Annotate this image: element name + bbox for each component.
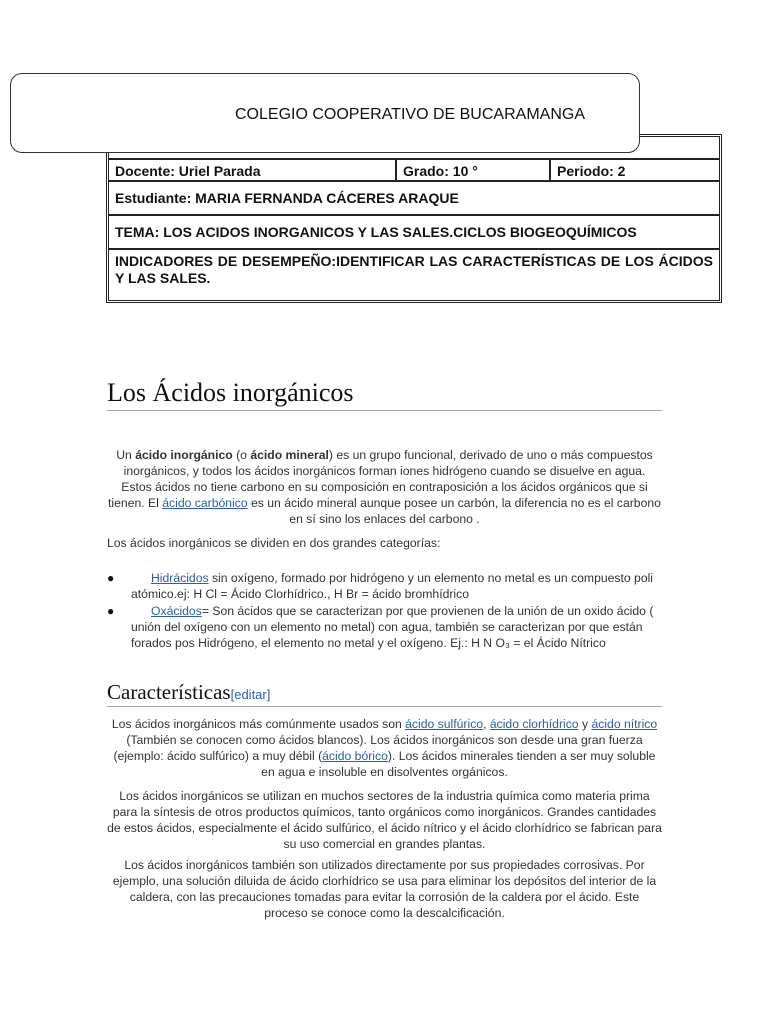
estudiante-text: Estudiante: MARIA FERNANDA CÁCERES ARAQUE xyxy=(115,190,459,206)
categories-intro: Los ácidos inorgánicos se dividen en dos grandes categorías: xyxy=(107,536,441,550)
char1-text-4: (También se conocen como ácidos blancos). Los ácidos inorgánicos son desde una gran fuerza (ejemplo: ácido sulfúrico) a muy débil ( xyxy=(113,733,643,763)
characteristics-paragraph-2: Los ácidos inorgánicos se utilizan en muchos sectores de la industria química como materia prima para la síntesis de otros productos químicos, tanto orgánicos como inorgánicos. Grandes cantidades de estos ácidos, especialmente el ácido sulfúrico, el ácido nítrico y el ácido clorhídrico se fabrican para su uso comercial en grandes plantas. xyxy=(107,789,662,851)
table-row-indicadores xyxy=(109,250,719,300)
intro-text-2: (o xyxy=(232,448,251,462)
intro-text-1: Un xyxy=(116,448,136,462)
table-row-docente xyxy=(109,160,719,182)
link-acido-nitrico[interactable]: ácido nítrico xyxy=(591,717,658,731)
edit-link[interactable]: [editar] xyxy=(230,687,271,702)
table-row-estudiante xyxy=(109,182,719,216)
article-title: Los Ácidos inorgánicos xyxy=(107,378,662,411)
grado-cell: Grado: 10 ° xyxy=(397,160,551,180)
list-item xyxy=(107,570,662,602)
intro-paragraph xyxy=(107,447,662,527)
bullet-text: = Son ácidos que se caracterizan por que provienen de la unión de un oxido ácido ( unión del oxígeno con un elemento no metal) con agua, también se caracterizan por que están forados pos Hidrógeno, el elemento no metal y el oxígeno. Ej.: H N O₃ = el Ácido Nítrico xyxy=(131,604,654,650)
char1-text-1: Los ácidos inorgánicos más comúnmente usados son xyxy=(111,717,406,731)
char1-text-2: , xyxy=(483,717,490,731)
intro-text-4: es un ácido mineral aunque posee un carbón, la diferencia no es el carbono en sí sino los enlaces del carbono . xyxy=(247,496,661,526)
link-oxacidos[interactable]: Oxácidos xyxy=(151,604,202,618)
school-header-box xyxy=(10,73,640,153)
char1-text-3: y xyxy=(578,717,592,731)
link-hidracidos[interactable]: Hidrácidos xyxy=(151,571,209,585)
link-acido-carbonico[interactable]: ácido carbónico xyxy=(162,496,248,510)
periodo-cell: Periodo: 2 xyxy=(557,163,626,179)
intro-bold-1: ácido inorgánico xyxy=(135,448,233,462)
bullet-dot-icon: ● xyxy=(107,604,115,618)
char1-text-5: ). Los ácidos minerales tienden a ser muy soluble en agua e insoluble en disolventes orgánicos. xyxy=(261,749,656,779)
school-name: COLEGIO COOPERATIVO DE BUCARAMANGA xyxy=(235,106,585,123)
bullet-dot-icon: ● xyxy=(107,571,115,585)
docente-cell: Docente: Uriel Parada xyxy=(109,160,397,180)
indicadores-text: INDICADORES DE DESEMPEÑO:IDENTIFICAR LAS CARACTERÍSTICAS DE LOS ÁCIDOS Y LAS SALES. xyxy=(115,253,713,286)
intro-bold-2: ácido mineral xyxy=(250,448,329,462)
student-info-table xyxy=(106,134,722,303)
intro-text-3: ) es un grupo funcional, derivado de uno o más compuestos inorgánicos, y todos los ácidos inorgánicos forman iones hidrógeno cuando se disuelve en agua. Estos ácidos no tiene carbono en su composición en contraposición a los ácidos orgánicos que si tienen. El xyxy=(108,448,653,510)
characteristics-paragraph-1 xyxy=(107,716,662,780)
bullet-text: sin oxígeno, formado por hidrógeno y un elemento no metal es un compuesto poli atómico.ej: H Cl = Ácido Clorhídrico., H Br = ácido bromhídrico xyxy=(131,571,654,601)
section-heading-text: Características xyxy=(107,680,231,704)
list-item xyxy=(107,603,662,651)
categories-list xyxy=(107,570,662,652)
link-acido-sulfurico[interactable]: ácido sulfúrico xyxy=(405,717,484,731)
link-acido-borico[interactable]: ácido bórico xyxy=(322,749,388,763)
tema-text: TEMA: LOS ACIDOS INORGANICOS Y LAS SALES.CICLOS BIOGEOQUÍMICOS xyxy=(115,224,637,240)
link-acido-clorhidrico[interactable]: ácido clorhídrico xyxy=(489,717,579,731)
table-row-tema xyxy=(109,216,719,250)
section-heading-caracteristicas xyxy=(107,680,662,707)
characteristics-paragraph-3: Los ácidos inorgánicos también son utilizados directamente por sus propiedades corrosivas. Por ejemplo, una solución diluida de ácido clorhídrico se usa para eliminar los depósitos del interior de la caldera, con las precauciones tomadas para evitar la corrosión de la caldera por el ácido. Este proceso se conoce como la descalcificación. xyxy=(112,858,657,920)
